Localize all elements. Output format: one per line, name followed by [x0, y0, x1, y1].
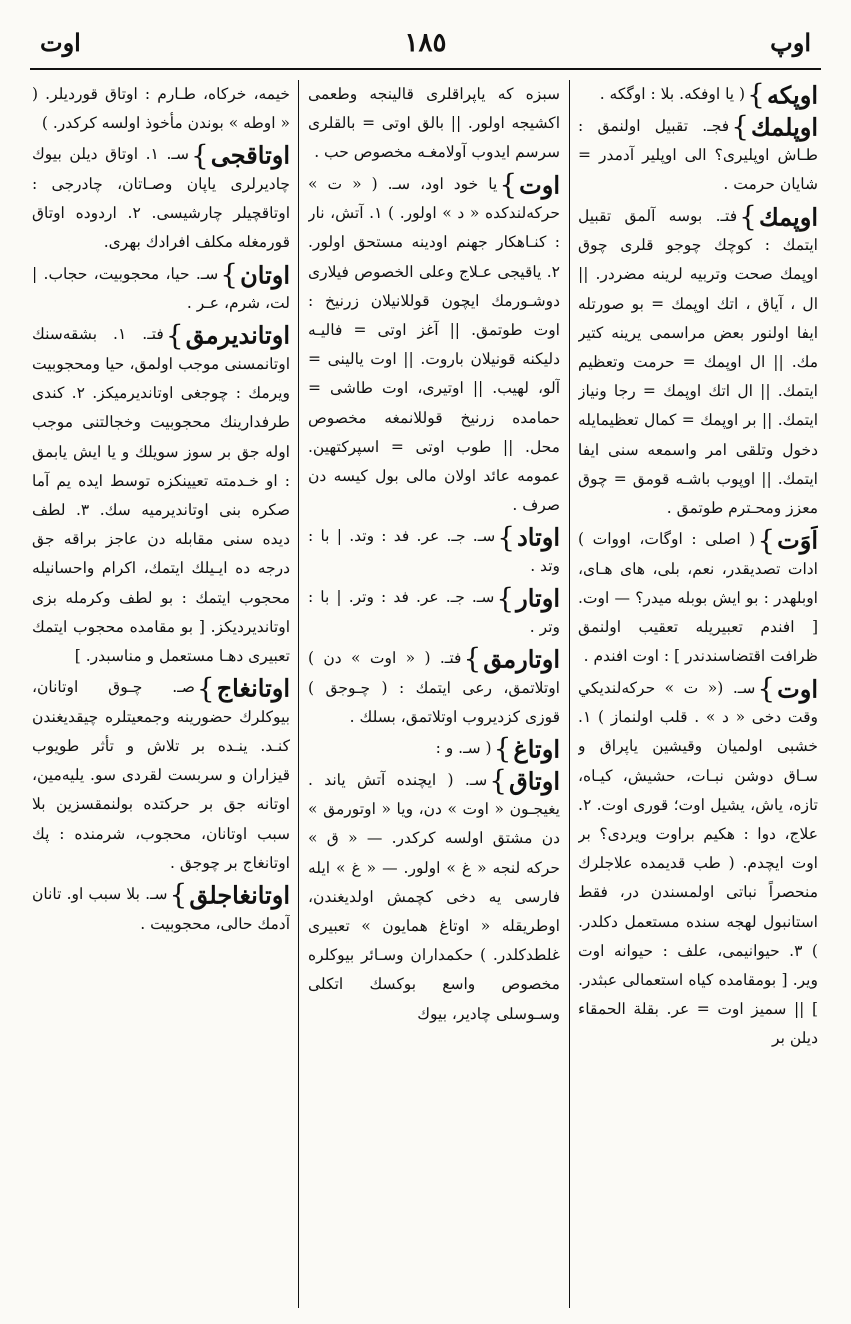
column-right: [578, 80, 818, 1308]
headword: اوپمك: [758, 201, 818, 231]
dictionary-entry: اوتان}سـ. حيا، محجوبيت، حجاب. | لت، شرم، عـر .: [32, 258, 290, 313]
headword: اوت: [777, 674, 818, 704]
dictionary-entry: اوتاق}سـ. ( ايچنده آتش ياند . يغيجـون « اوت » دن، ويا « اوتورمق » دن مشتق اولسه كركدر. — « ق » حركه لنجه « غ » اولور. — « غ » ايله فارسى يه دخى كچمش اولديغندن، اوطريقله « اوتاغ همايون » تعبيرى غلطدكلدر. ) حكمداران وسـائر بيوكلره مخصوص واسع بوكسك اتكلى وسـوسلى چادير، بيوك: [308, 764, 560, 1023]
guide-word-right: اوپ: [770, 28, 811, 57]
column-divider: [569, 80, 570, 1308]
column-left: [32, 80, 290, 1308]
definition: سـ. جـ. عر. فد : وتد. | با : وتد .: [308, 527, 560, 576]
dictionary-entry: اوپمك}فتـ. بوسه آلمق تقبيل ايتمك : كوچك چوجو قلرى چوق اوپمك صحت وتربيه لرينه مضردر. || ال ، آياق ، اتك اوپمك = بو صورتله ايفا اولنور بعض مراسمى يرينه كتير مك. || ال اوپمك = حرمت وتعظيم ايتمك. || ال اتك اوپمك = رجا ونياز ايتمك. || بر اوپمك = كمال تعظيمايله دخول وتلقى امر واسمعه سنى ايفا ايتمك. || اوپوب باشـه قومق = چوق معزز ومحـترم طوتمق .: [578, 199, 818, 518]
dictionary-entry: اوتاغ}( سـ. و :: [435, 732, 560, 766]
headword: اوتاقجى: [210, 140, 290, 170]
dictionary-entry: [308, 80, 560, 168]
definition: ( يا اوفكه. بلا : اوگكه .: [599, 85, 746, 103]
dictionary-entry: [32, 80, 290, 138]
dictionary-entry: اوتاد}سـ. جـ. عر. فد : وتد. | با : وتد .: [308, 520, 560, 576]
dictionary-entry: اوپكه}( يا اوفكه. بلا : اوگكه .: [599, 80, 818, 112]
definition: سـ. بلا سبب او. تانان آدمك حالى، محجوبيت .: [32, 885, 290, 933]
dictionary-entry: اَوَت}( اصلى : اوگات، اووات ) ادات تصديقدر، نعم، بلى، هاى هـاى، اوبلهدر : بو ايش بوبله ميدر؟ — اوت. [ افندم تعبيريله تعقيب اولنمق ظرافت اقتضاسندندر ] : اوت افندم .: [578, 523, 818, 666]
dictionary-entry: اوت}سـ. (« ت » حركه‌لنديكي وقت دخى « د » . قلب اولنماز ) ١. خشبى اولميان وقيشين ياپراق و سـاق دوشن نبـات، حشيش، كيـاه، تازه، ياش، يشيل اوت؛ قورى اوت. ٢. علاج، دوا : هكيم براوت ويردى؟ بر اوت ايچدم. ( طب قديمده علاجلرك منحصراً نباتى اولمسندن در، فقط استانبول لهجه سنده مستعمل دكلدر. ) ٣. حيوانيمى، علف : حيوانه اوت وير. [ بومقامده كياه استعمالى عبثدر. ] || سميز اوت = عر. بقلة الحمقاء ديلن بر: [578, 672, 818, 1048]
headword: اوتاغ: [513, 734, 560, 764]
headword: اوتار: [516, 583, 560, 613]
headword: اوتانغاجلق: [189, 880, 290, 910]
page-number: ١٨٥: [404, 28, 447, 58]
headword: اوتاد: [517, 522, 560, 552]
headword: اوتانغاج: [216, 673, 290, 703]
dictionary-entry: اوتاندیرمق}فتـ. ١. بشقه‌سنك اوتانمسنى موجب اولمق، حيا ومحجوبيت ويرمك : چوجغى اوتانديرميكز. ٢. كندى طرفدارينك محجوبيت وخجالتنى موجب اوله جق بر سوز سويلك و يا ايش يابمق : او خـدمته تعيينكزه توسط ايده يم آما صكره بنى اوتانديرميه سك. ٣. لطف ديده سنى مقابله دن عاجز براقه جق درجه ده ايـيلك ايتمك، اكرام واحسانيله محجوب ايتمك : بو لطف وكرمله بزى اوتانديردیكز. [ بو مقامده محجوب ايتمك تعبيرى دهـا مستعمل و مناسبدر. ]: [32, 318, 290, 666]
definition: ( سـ. و :: [435, 739, 492, 758]
definition: فجـ. تقبيل اولنمق : طـاش اوپليرى؟ الى اوپلير آدمدر = شايان حرمت .: [578, 116, 818, 194]
headword: اوتارمق: [483, 644, 560, 674]
headword: اوتان: [240, 260, 290, 289]
dictionary-entry: اوتار}سـ. جـ. عر. فد : وتر. | با : وتر .: [308, 581, 560, 636]
column-divider: [298, 80, 299, 1308]
page-header: [30, 28, 821, 64]
definition: سـ. ( ايچنده آتش ياند . يغيجـون « اوت » دن، ويا « اوتورمق » دن مشتق اولسه كركدر. — « ق » حركه لنجه « غ » اولور. — « غ » ايله فارسى يه دخى كچمش اولديغندن، اوطريقله « اوتاغ همايون » تعبيرى غلطدكلدر. ) حكمداران وسـائر بيوكلره مخصوص واسع بوكسك اتكلى وسـوسلى چادير، بيوك: [308, 770, 560, 1023]
headword: اَوَت: [777, 525, 818, 555]
definition: سـ. حيا، محجوبيت، حجاب. | لت، شرم، عـر .: [32, 264, 290, 313]
definition: سـ. (« ت » حركه‌لنديكي وقت دخى « د » . قلب اولنماز ) ١. خشبى اولميان وقيشين ياپراق و سـاق دوشن نبـات، حشيش، كيـاه، تازه، ياش، يشيل اوت؛ قورى اوت. ٢. علاج، دوا : هكيم براوت ويردى؟ بر اوت ايچدم. ( طب قديمده علاجلرك منحصراً نباتى اولمسندن در، فقط استانبول لهجه سنده مستعمل دكلدر. ) ٣. حيوانيمى، علف : حيوانه اوت وير. [ بومقامده كياه استعمالى عبثدر. ] || سميز اوت = عر. بقلة الحمقاء ديلن بر: [578, 678, 818, 1048]
dictionary-entry: اوتارمق}فتـ. ( « اوت » دن ) اوتلاتمق، رعى ايتمك : ( چـوجق ) قوزى كزديروب اوتلاتمق، بسلك .: [308, 642, 560, 726]
guide-word-left: اوت: [40, 28, 81, 57]
definition: خيمه، خركاه، طـارم : اوتاق قوردیلر. ( « اوطه » بوندن مأخوذ اولسه كركدر. ): [32, 85, 290, 133]
column-middle: [308, 80, 560, 1308]
headword: اوپلمك: [751, 111, 818, 141]
definition: سبزه كه ياپراقلرى قالينجه وطعمى اكشيجه اولور. || بالق اوتى = بالقلرى سرسم ايدوب آولامغـه مخصوص حب .: [308, 85, 560, 162]
definition: صـ. چـوق اوتانان، بيوكلرك حضورينه وجمعيتلره چيقديغندن كنـد. ينـده بر تلاش و تأثر طويوب قيزاران و سربست لقردى سو. يليه‌مين، اوتانه جق بر حركتده بولنمقسزين بلا سبب اوتانان، محجوب، شرمنده : پك اوتانغاج بر چوجق .: [32, 678, 290, 872]
definition: ( اصلى : اوگات، اووات ) ادات تصديقدر، نعم، بلى، هاى هـاى، اوبلهدر : بو ايش بوبله ميدر؟ — اوت. [ افندم تعبيريله تعقيب اولنمق ظرافت اقتضاسندندر ] : اوت افندم .: [578, 530, 818, 666]
dictionary-entry: اوت}يا خود اود، سـ. ( « ت » حركه‌لندكده « د » اولور. ) ١. آتش، نار : كنـاهكار جهنم اودينه مستحق اولور. ٢. ياقيجى عـلاج وعلى الخصوص فيلارى دوشـورمك ايچون قوللانيلان زرنيخ : اوت طوتمق. || آغز اوتى = فاليـه دليكنه قونيلان باروت. || اوت يالينى = آلو، لهيب. || اوتيرى، اوت طاشى = حمامده زرنيخ قوللانمغه مخصوص محل. || طوب اوتى = اسپركتهين. عمومه عائد اولان مالى بول كيسه دن صرف .: [308, 168, 560, 515]
headword: اوپكه: [766, 80, 818, 110]
header-rule: [30, 68, 821, 70]
headword: اوتاق: [509, 766, 560, 796]
definition: فتـ. ( « اوت » دن ) اوتلاتمق، رعى ايتمك : ( چـوجق ) قوزى كزديروب اوتلاتمق، بسلك .: [308, 649, 560, 726]
definition: فتـ. بوسه آلمق تقبيل ايتمك : كوچك چوجو قلرى چوق اوپمك صحت وتربيه لرينه مضردر. || ال ، آياق ، اتك اوپمك = بو صورتله ايفا اولنور بعض مراسمى يرينه كتير مك. || ال اوپمك = حرمت وتعظيم ايتمك. || ال اتك اوپمك = رجا ونياز ايتمك. || بر اوپمك = كمال تعظيمايله دخول وتلقى امر واسمعه سنى ايفا ايتمك. || اوپوب باشـه قومق = چوق معزز ومحـترم طوتمق .: [578, 206, 818, 518]
definition: سـ. جـ. عر. فد : وتر. | با : وتر .: [308, 588, 560, 636]
dictionary-entry: اوتاقجى}سـ. ١. اوتاق ديلن بيوك چادیرلرى ياپان وصـاتان، چادرجى : اوتاقچيلر چارشيسى. ٢. اردوده اوتاق قورمغله مكلف افرادك بهرى.: [32, 138, 290, 252]
headword: اوتاندیرمق: [185, 320, 290, 350]
definition: يا خود اود، سـ. ( « ت » حركه‌لندكده « د » اولور. ) ١. آتش، نار : كنـاهكار جهنم اودينه مستحق اولور. ٢. ياقيجى عـلاج وعلى الخصوص فيلارى دوشـورمك ايچون قوللانيلان زرنيخ : اوت طوتمق. || آغز اوتى = فاليـه دليكنه قونيلان باروت. || اوت يالينى = آلو، لهيب. || اوتيرى، اوت طاشى = حمامده زرنيخ قوللانمغه مخصوص محل. || طوب اوتى = اسپركتهين. عمومه عائد اولان مالى بول كيسه دن صرف .: [308, 174, 560, 515]
headword: اوت: [519, 170, 560, 199]
definition: سـ. ١. اوتاق ديلن بيوك چادیرلرى ياپان وصـاتان، چادرجى : اوتاقچيلر چارشيسى. ٢. اردوده اوتاق قورمغله مكلف افرادك بهرى.: [32, 145, 290, 252]
dictionary-entry: اوتانغاج}صـ. چـوق اوتانان، بيوكلرك حضورينه وجمعيتلره چيقديغندن كنـد. ينـده بر تلاش و تأثر طويوب قيزاران و سربست لقردى سو. يليه‌مين، اوتانه جق بر حركتده بولنمقسزين بلا سبب اوتانان، محجوب، شرمنده : پك اوتانغاج بر چوجق .: [32, 671, 290, 872]
definition: فتـ. ١. بشقه‌سنك اوتانمسنى موجب اولمق، حيا ومحجوبيت ويرمك : چوجغى اوتانديرميكز. ٢. كندى طرفدارينك محجوبيت وخجالتنى موجب اوله جق بر سوز سويلك و يا ايش يابمق : او خـدمته تعيينكزه توسط ايده يم آما صكره بنى اوتانديرميه سك. ٣. لطف ديده سنى مقابله دن عاجز براقه جق درجه ده ايـيلك ايتمك، اكرام واحسانيله محجوب ايتمك : بو لطف وكرمله بزى اوتانديردیكز. [ بو مقامده محجوب ايتمك تعبيرى دهـا مستعمل و مناسبدر. ]: [32, 325, 290, 666]
dictionary-entry: اوتانغاجلق}سـ. بلا سبب او. تانان آدمك حالى، محجوبيت .: [32, 878, 290, 933]
dictionary-entry: اوپلمك}فجـ. تقبيل اولنمق : طـاش اوپليرى؟ الى اوپلير آدمدر = شايان حرمت .: [578, 109, 818, 194]
